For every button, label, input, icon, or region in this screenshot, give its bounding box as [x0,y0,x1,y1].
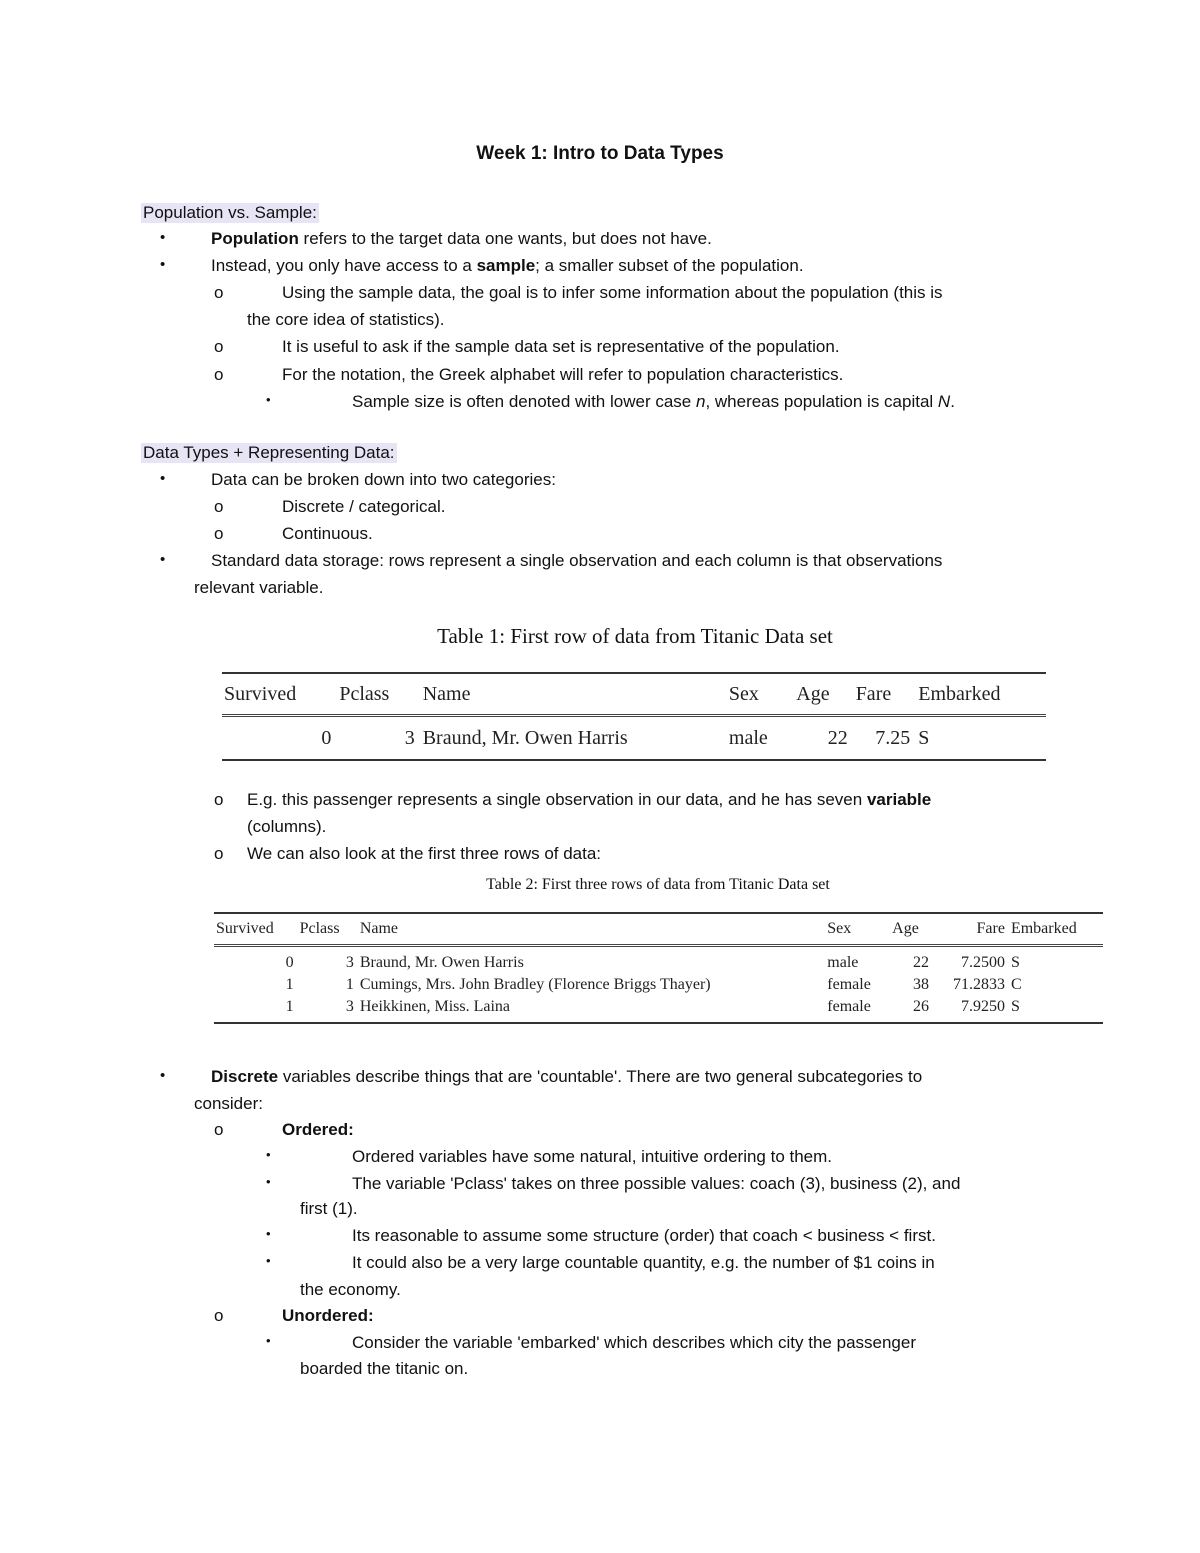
list-item-continuation: (columns). [247,817,327,836]
square-bullet-icon: • [266,1253,271,1268]
column-header: Name [358,913,825,946]
list-item: Discrete / categorical. [282,497,446,516]
column-header: Age [890,913,933,946]
table2 [214,912,1103,1024]
list-item: Discrete variables describe things that are 'countable'. There are two general subcategories to [211,1067,923,1086]
list-item: It could also be a very large countable quantity, e.g. the number of $1 coins in [352,1253,935,1272]
list-item: Sample size is often denoted with lower case n, whereas population is capital N. [352,392,955,411]
table-cell: female [827,998,871,1015]
table-row [214,996,1103,1023]
list-item: Data can be broken down into two categories: [211,470,556,489]
table-cell: 38 [912,976,929,993]
list-item-continuation: consider: [194,1094,263,1113]
list-item: Consider the variable 'embarked' which describes which city the passenger [352,1333,916,1352]
bullet-icon: • [160,551,166,568]
list-item-continuation: the core idea of statistics). [247,310,445,329]
circle-bullet-icon: o [214,524,224,543]
circle-bullet-icon: o [214,283,224,302]
table-cell: Braund, Mr. Owen Harris [422,726,628,749]
square-bullet-icon: • [266,1333,271,1348]
list-item: Standard data storage: rows represent a single observation and each column is that observations [211,551,943,570]
circle-bullet-icon: o [214,497,224,516]
column-header: Pclass [337,673,420,716]
table-cell: female [827,976,871,993]
bullet-icon: • [160,1067,166,1084]
table2-caption: Table 2: First three rows of data from Titanic Data set [486,876,830,893]
list-item: Population refers to the target data one wants, but does not have. [211,229,712,248]
square-bullet-icon: • [266,392,271,407]
list-item: It is useful to ask if the sample data set is representative of the population. [282,337,840,356]
list-item: Instead, you only have access to a sample; a smaller subset of the population. [211,256,804,275]
table-header-row [222,673,1046,716]
list-item-continuation: relevant variable. [194,578,324,597]
table-cell: 1 [285,976,294,993]
column-header: Sex [727,673,794,716]
table-cell: Cumings, Mrs. John Bradley (Florence Briggs Thayer) [359,976,711,993]
bullet-icon: • [160,470,166,487]
table-cell: 71.2833 [952,976,1005,993]
column-header: Fare [933,913,1009,946]
circle-bullet-icon: o [214,1306,224,1325]
table1-caption: Table 1: First row of data from Titanic Data set [437,624,833,648]
table-cell: 22 [827,726,848,749]
table-cell: Heikkinen, Miss. Laina [359,998,511,1015]
table-cell: 3 [404,726,415,749]
circle-bullet-icon: o [214,790,224,809]
list-item: E.g. this passenger represents a single observation in our data, and he has seven variable [247,790,932,809]
table-cell: 22 [912,954,929,971]
list-item-continuation: first (1). [300,1199,358,1218]
column-header: Embarked [1009,913,1103,946]
table-row [214,974,1103,996]
bullet-icon: • [160,256,166,273]
section-heading-population: Population vs. Sample: [143,203,317,222]
table-cell: 1 [345,976,354,993]
list-item-continuation: boarded the titanic on. [300,1359,469,1378]
table-cell: 7.2500 [960,954,1005,971]
table-cell: 3 [345,954,354,971]
table-row [222,716,1046,761]
subheading-ordered: Ordered: [282,1120,354,1139]
list-item: The variable 'Pclass' takes on three possible values: coach (3), business (2), and [352,1174,961,1193]
column-header: Age [794,673,853,716]
table-header-row [214,913,1103,946]
subheading-unordered: Unordered: [282,1306,374,1325]
list-item-continuation: the economy. [300,1280,401,1299]
bullet-icon: • [160,229,166,246]
table-cell: S [918,726,930,749]
table-cell: 26 [912,998,929,1015]
table1 [222,672,1046,761]
section-heading-data-types: Data Types + Representing Data: [143,443,395,462]
list-item: Ordered variables have some natural, intuitive ordering to them. [352,1147,833,1166]
table-cell: C [1010,976,1022,993]
list-item: We can also look at the first three rows of data: [247,844,602,863]
square-bullet-icon: • [266,1174,271,1189]
table-cell: 7.9250 [960,998,1005,1015]
list-item: Continuous. [282,524,373,543]
square-bullet-icon: • [266,1147,271,1162]
circle-bullet-icon: o [214,337,224,356]
column-header: Sex [825,913,890,946]
column-header: Fare [854,673,917,716]
column-header: Name [421,673,727,716]
list-item: For the notation, the Greek alphabet will refer to population characteristics. [282,365,844,384]
column-header: Survived [214,913,298,946]
table-cell: 7.25 [875,726,911,749]
column-header: Pclass [298,913,358,946]
circle-bullet-icon: o [214,1120,224,1139]
table-cell: male [728,726,768,749]
table-cell: 1 [285,998,294,1015]
table-cell: Braund, Mr. Owen Harris [359,954,524,971]
table-cell: S [1010,998,1020,1015]
table-cell: S [1010,954,1020,971]
table-cell: 0 [321,726,332,749]
table-cell: 0 [285,954,294,971]
list-item: Using the sample data, the goal is to infer some information about the population (this is [282,283,943,302]
circle-bullet-icon: o [214,365,224,384]
list-item: Its reasonable to assume some structure (order) that coach < business < first. [352,1226,936,1245]
page-title: Week 1: Intro to Data Types [476,143,724,164]
square-bullet-icon: • [266,1226,271,1241]
table-row [214,946,1103,975]
column-header: Embarked [916,673,1046,716]
circle-bullet-icon: o [214,844,224,863]
table-cell: male [827,954,859,971]
column-header: Survived [222,673,337,716]
table-cell: 3 [345,998,354,1015]
